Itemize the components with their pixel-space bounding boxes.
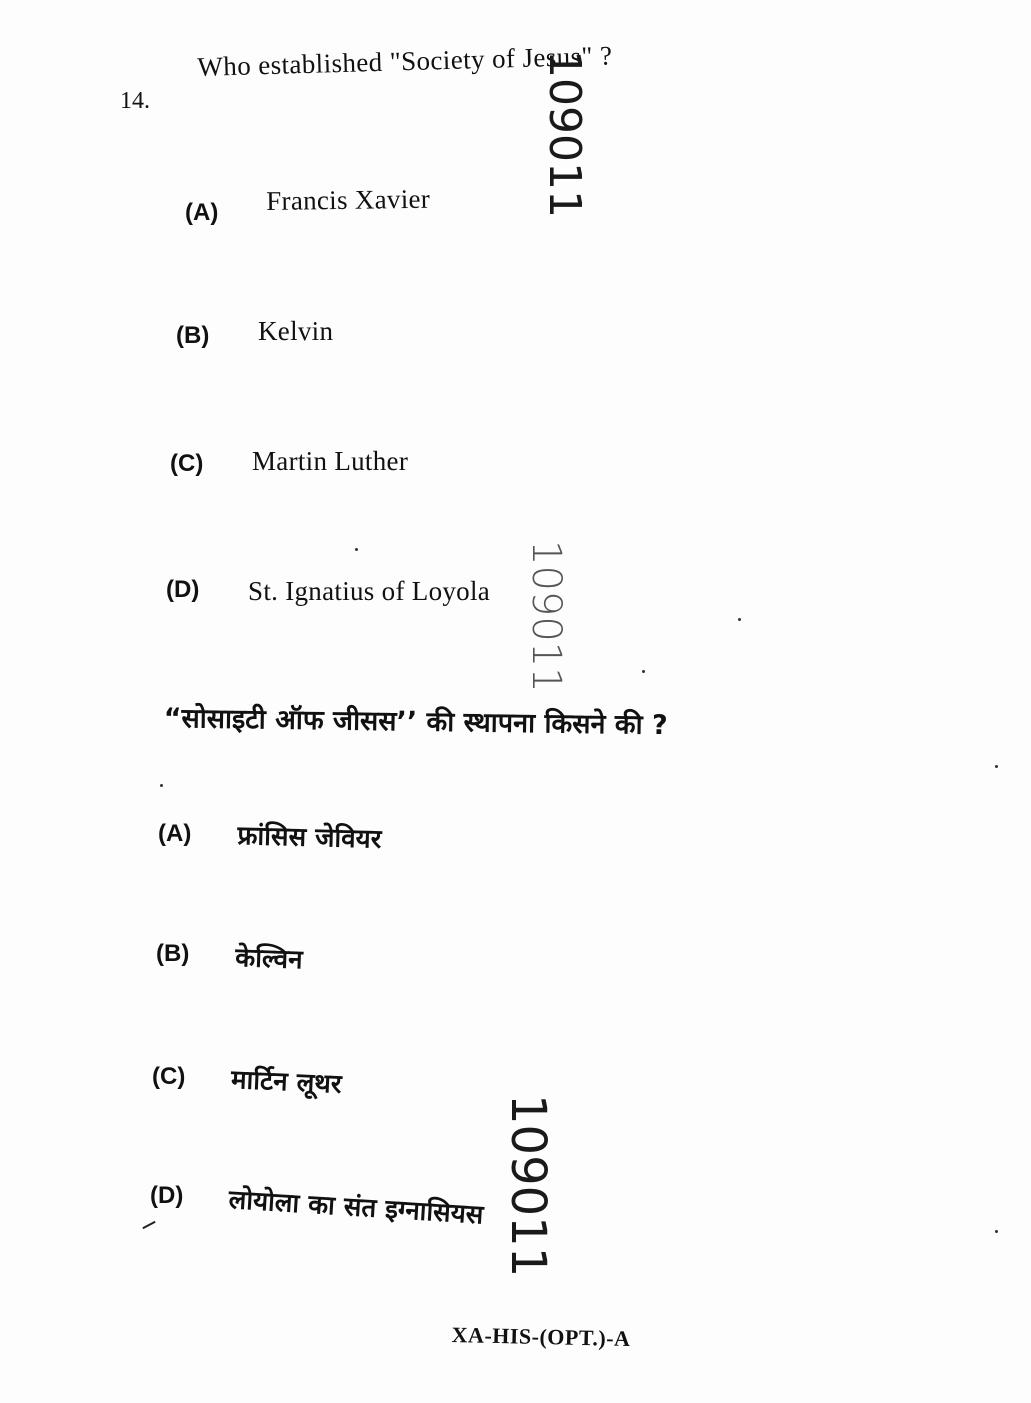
option-d-letter-en: (D) xyxy=(166,576,200,603)
option-b-text-hi: केल्विन xyxy=(234,942,304,976)
scan-mark xyxy=(142,1221,155,1229)
scan-speck xyxy=(995,1230,998,1233)
option-b-letter-en: (B) xyxy=(176,322,210,349)
scan-speck xyxy=(642,670,645,673)
option-a-text-hi: फ्रांसिस जेवियर xyxy=(237,820,382,855)
question-text-en: Who established "Society of Jesus" ? xyxy=(197,40,613,82)
option-c-text-hi: मार्टिन लूथर xyxy=(230,1064,343,1100)
scan-speck xyxy=(995,765,998,768)
option-c-letter-en: (C) xyxy=(170,450,204,477)
code-stamp-middle: 109011 xyxy=(523,540,569,693)
option-c-text-en: Martin Luther xyxy=(252,446,409,476)
question-number: 14. xyxy=(120,88,150,114)
code-stamp-top: 109011 xyxy=(539,50,590,218)
scan-speck xyxy=(738,618,741,621)
option-d-letter-hi: (D) xyxy=(150,1182,184,1209)
code-stamp-bottom: 109011 xyxy=(500,1094,556,1278)
option-d-text-hi: लोयोला का संत इग्नासियस xyxy=(227,1184,485,1231)
option-b-letter-hi: (B) xyxy=(156,940,190,967)
scan-speck xyxy=(355,548,358,551)
scan-speck xyxy=(160,784,163,787)
option-a-letter-en: (A) xyxy=(185,199,219,226)
option-b-text-en: Kelvin xyxy=(258,316,334,346)
option-a-text-en: Francis Xavier xyxy=(266,183,431,216)
option-a-letter-hi: (A) xyxy=(158,820,192,847)
option-d-text-en: St. Ignatius of Loyola xyxy=(248,576,491,606)
option-c-letter-hi: (C) xyxy=(152,1063,186,1090)
question-text-hi: “सोसाइटी ऑफ जीसस’’ की स्थापना किसने की ? xyxy=(163,702,668,742)
paper-code-footer: XA-HIS-(OPT.)-A xyxy=(451,1322,631,1352)
